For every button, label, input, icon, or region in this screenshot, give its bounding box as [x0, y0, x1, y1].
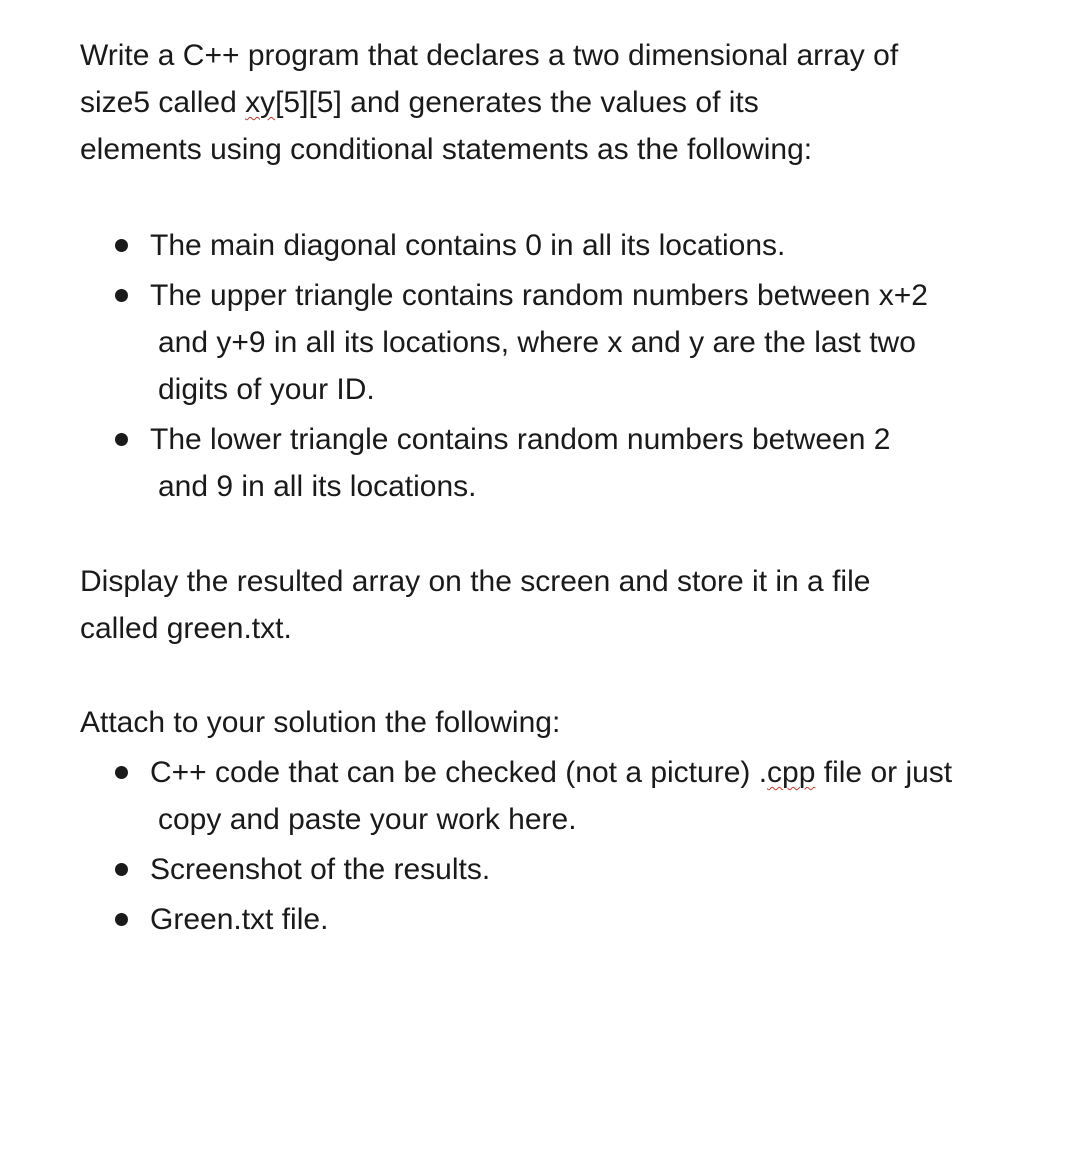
display-line-2: called green.txt.: [80, 612, 292, 645]
rule-lower-triangle: [113, 416, 1033, 510]
attach-heading-text: Attach to your solution the following:: [80, 706, 561, 739]
attach-item-screenshot: [113, 846, 1033, 893]
rule-diagonal-text: The main diagonal contains 0 in all its locations.: [150, 229, 786, 262]
attach-heading: [80, 699, 1020, 746]
attach-code-pre: C++ code that can be checked (not a picture) .: [150, 756, 768, 789]
intro-paragraph: [80, 32, 1020, 173]
intro-line-2: [80, 79, 1020, 126]
rule-upper-line-2: and y+9 in all its locations, where x and y are the last two: [158, 326, 916, 359]
rule-upper-line-1: The upper triangle contains random numbers between x+2: [150, 279, 928, 312]
rule-lower-line-2: and 9 in all its locations.: [158, 470, 477, 503]
attach-code-line-1: [150, 749, 1033, 796]
bullet-icon: [115, 239, 128, 252]
bullet-icon: [115, 766, 128, 779]
display-line-1: Display the resulted array on the screen and store it in a file: [80, 565, 871, 598]
bullet-icon: [115, 913, 128, 926]
attach-list: [113, 749, 1033, 943]
bullet-icon: [115, 433, 128, 446]
bullet-icon: [115, 863, 128, 876]
intro-line-3: elements using conditional statements as the following:: [80, 133, 813, 166]
intro-line-2-pre: size5 called: [80, 86, 246, 119]
attach-code-line-2: copy and paste your work here.: [158, 803, 577, 836]
bullet-icon: [115, 289, 128, 302]
rule-diagonal: [113, 222, 1033, 269]
attach-screenshot-text: Screenshot of the results.: [150, 853, 491, 886]
rules-list: [113, 222, 1033, 510]
cpp-extension-spellcheck: cpp: [767, 756, 816, 789]
display-paragraph: [80, 558, 1020, 652]
array-name-spellcheck: xy: [245, 86, 276, 119]
attach-item-green-file: [113, 896, 1033, 943]
attach-item-code: [113, 749, 1033, 843]
attach-code-post: file or just: [815, 756, 953, 789]
rule-upper-line-3: digits of your ID.: [158, 373, 375, 406]
intro-line-2-post: [5][5] and generates the values of its: [275, 86, 759, 119]
intro-line-1: Write a C++ program that declares a two dimensional array of: [80, 39, 899, 72]
rule-lower-line-1: The lower triangle contains random numbers between 2: [150, 423, 891, 456]
rule-upper-triangle: [113, 272, 1033, 413]
attach-green-file-text: Green.txt file.: [150, 903, 329, 936]
